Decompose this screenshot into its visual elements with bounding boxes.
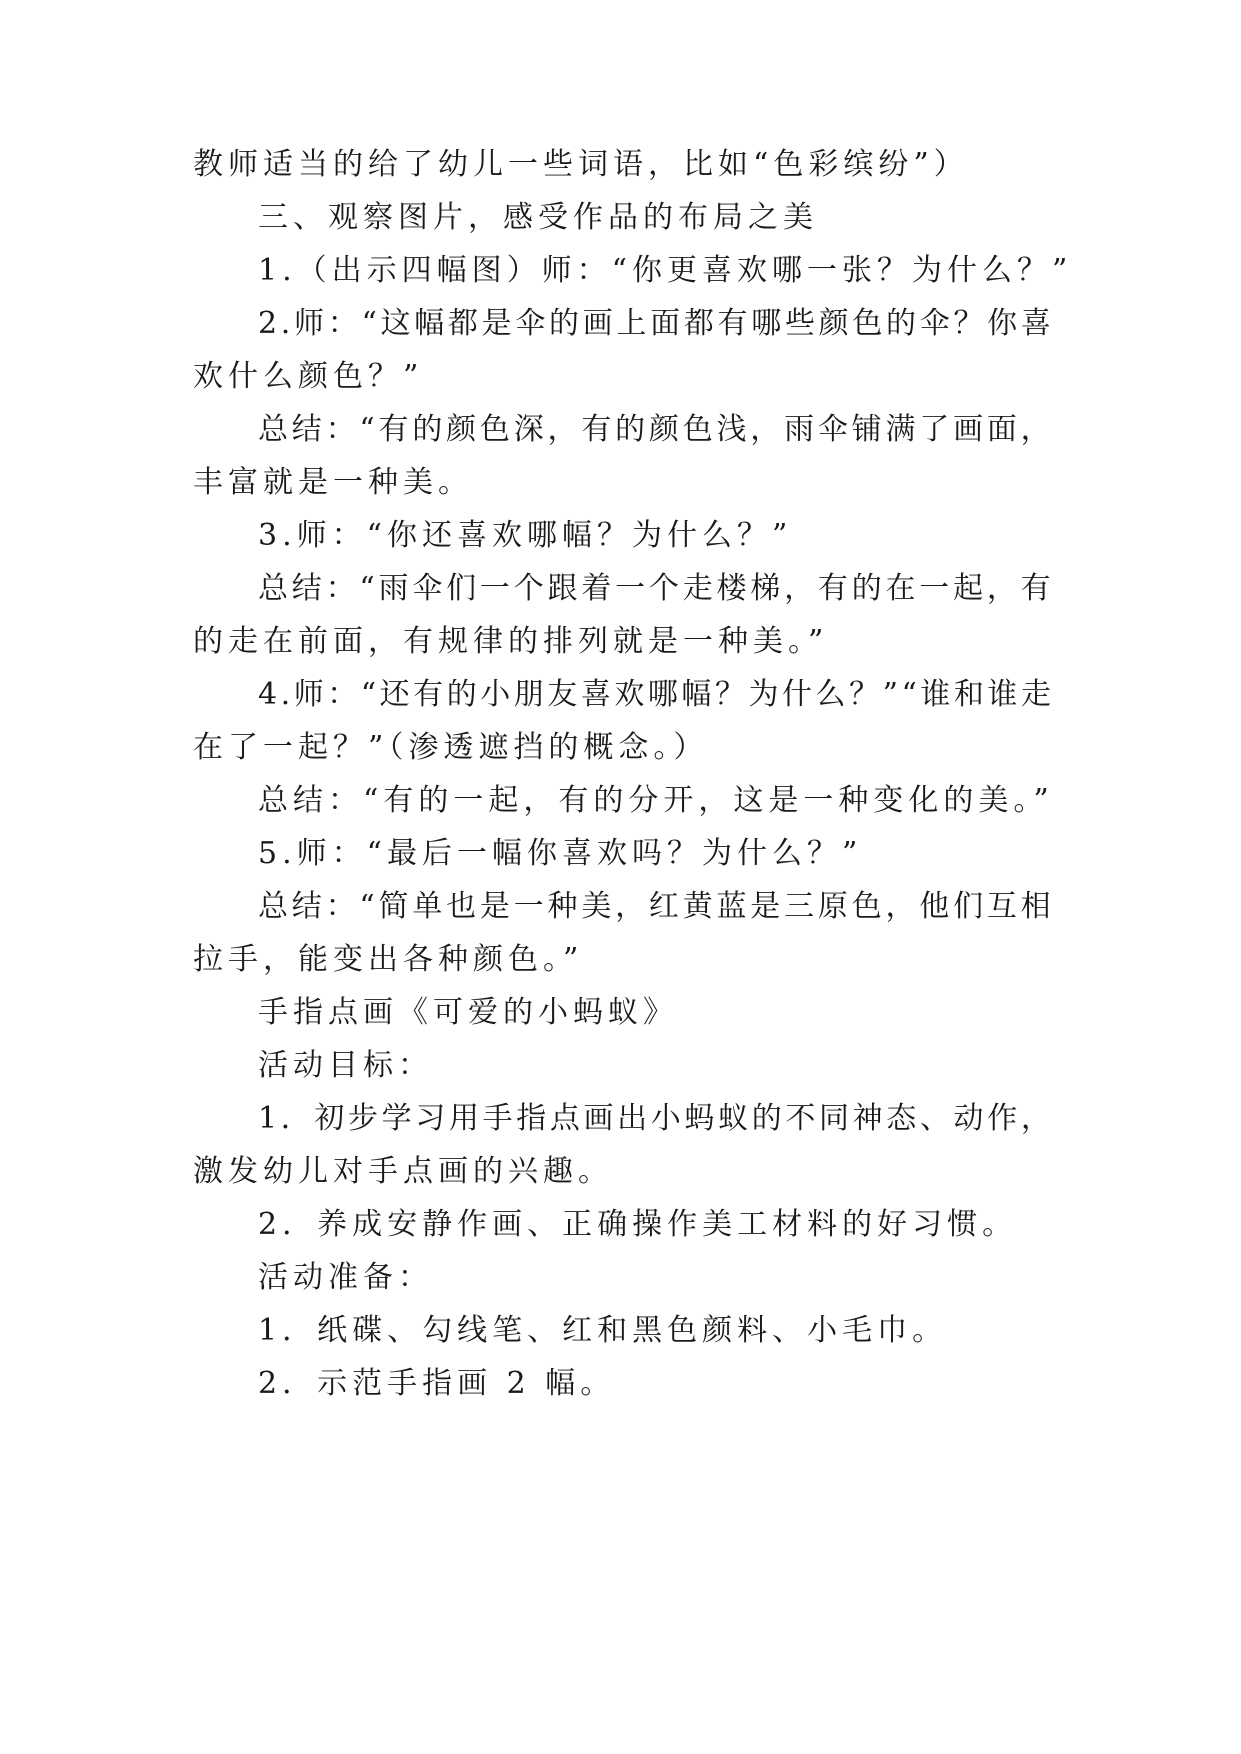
- text-line: [0, 304, 1241, 344]
- text-line: 丰富就是一种美。: [193, 465, 473, 500]
- text-line: [0, 887, 1241, 927]
- text-line: [0, 675, 1241, 715]
- justified-line: 1 ． 初 步 学 习 用 手 指 点 画 出 小 蚂 蚁 的 不 同 神 态 、 动 作 ，: [258, 1101, 1051, 1136]
- justified-line: 总 结 ： “ 雨 伞 们 一 个 跟 着 一 个 走 楼 梯 ， 有 的 在 一 起 ， 有: [258, 571, 1051, 606]
- text-line: 3.师：“你还喜欢哪幅？为什么？”: [258, 518, 793, 553]
- justified-line: 总 结 ： “ 简 单 也 是 一 种 美 ， 红 黄 蓝 是 三 原 色 ， 他 们 互 相: [258, 889, 1051, 924]
- text-line: 的走在前面，有规律的排列就是一种美。”: [193, 624, 829, 659]
- text-line: 拉手，能变出各种颜色。”: [193, 942, 584, 977]
- text-line: [0, 410, 1241, 450]
- text-line: 在了一起？”（渗透遮挡的概念。）: [193, 730, 709, 765]
- text-line: 2．示范手指画 2 幅。: [258, 1366, 616, 1401]
- section-heading: 手指点画《可爱的小蚂蚁》: [258, 995, 678, 1030]
- text-line: 教师适当的给了幼儿一些词语，比如“色彩缤纷”）: [193, 147, 969, 182]
- text-line: 总结：“有的一起，有的分开，这是一种变化的美。”: [258, 783, 1054, 818]
- text-line: 5.师：“最后一幅你喜欢吗？为什么？”: [258, 836, 863, 871]
- text-line: 欢什么颜色？”: [193, 359, 424, 394]
- justified-line: 总 结 ： “ 有 的 颜 色 深 ， 有 的 颜 色 浅 ， 雨 伞 铺 满 了 画 面 ，: [258, 412, 1051, 447]
- text-line: 激发幼儿对手点画的兴趣。: [193, 1154, 613, 1189]
- text-line: 1.（出示四幅图）师：“你更喜欢哪一张？为什么？”: [258, 253, 1073, 288]
- text-line: [0, 569, 1241, 609]
- text-line: [0, 1099, 1241, 1139]
- section-heading: 活动目标：: [258, 1048, 433, 1083]
- text-line: 1．纸碟、勾线笔、红和黑色颜料、小毛巾。: [258, 1313, 948, 1348]
- text-line: 2．养成安静作画、正确操作美工材料的好习惯。: [258, 1207, 1018, 1242]
- section-heading: 活动准备：: [258, 1260, 433, 1295]
- justified-line: 4 . 师 ： “ 还 有 的 小 朋 友 喜 欢 哪 幅 ？ 为 什 么 ？ ” “ 谁 和 谁 走: [258, 677, 1051, 712]
- section-heading: 三、观察图片，感受作品的布局之美: [258, 200, 818, 235]
- justified-line: 2 . 师 ： “ 这 幅 都 是 伞 的 画 上 面 都 有 哪 些 颜 色 的 伞 ？ 你 喜: [258, 306, 1051, 341]
